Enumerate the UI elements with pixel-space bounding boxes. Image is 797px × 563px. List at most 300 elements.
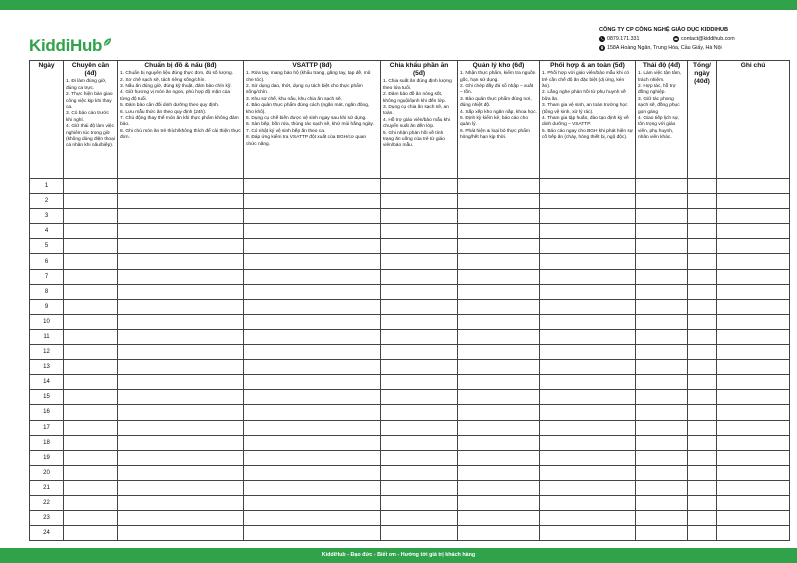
score-cell[interactable] <box>118 299 244 314</box>
day-number: 17 <box>30 420 64 435</box>
score-cell[interactable] <box>636 495 688 510</box>
day-number: 5 <box>30 239 64 254</box>
table-row <box>30 254 790 269</box>
score-cell[interactable] <box>688 209 717 224</box>
score-cell[interactable] <box>636 314 688 329</box>
score-cell[interactable] <box>64 224 118 239</box>
score-cell[interactable] <box>244 299 381 314</box>
score-cell[interactable] <box>688 390 717 405</box>
column-header <box>688 61 717 179</box>
score-cell[interactable] <box>458 314 540 329</box>
score-cell[interactable] <box>636 526 688 541</box>
score-cell[interactable] <box>64 194 118 209</box>
score-cell[interactable] <box>717 511 790 526</box>
score-cell[interactable] <box>540 390 636 405</box>
score-cell[interactable] <box>688 420 717 435</box>
score-cell[interactable] <box>244 194 381 209</box>
score-cell[interactable] <box>717 314 790 329</box>
score-cell[interactable] <box>244 420 381 435</box>
score-cell[interactable] <box>717 526 790 541</box>
score-cell[interactable] <box>458 329 540 344</box>
score-cell[interactable] <box>64 511 118 526</box>
score-cell[interactable] <box>64 405 118 420</box>
criteria-item: 1. Làm việc tận tâm, trách nhiệm. <box>638 71 682 83</box>
score-cell[interactable] <box>688 435 717 450</box>
table-row <box>30 420 790 435</box>
score-cell[interactable] <box>118 390 244 405</box>
criteria-item: 5. Dụng cụ chế biến được vệ sinh ngay sau khi sử dụng. <box>246 116 367 122</box>
score-cell[interactable] <box>540 314 636 329</box>
score-cell[interactable] <box>381 360 458 375</box>
criteria-item: 4. Sắp xếp kho ngăn nắp, khoa học. <box>460 109 537 115</box>
score-cell[interactable] <box>244 269 381 284</box>
address-row <box>599 44 784 53</box>
score-cell[interactable] <box>636 299 688 314</box>
kiddihub-logo <box>29 36 112 58</box>
column-header <box>244 61 381 179</box>
criteria-list <box>120 71 241 141</box>
score-cell[interactable] <box>688 375 717 390</box>
score-cell[interactable] <box>636 360 688 375</box>
criteria-item: 4. Giữ hương vị món ăn ngon, phù hợp độ mặn của từng độ tuổi. <box>120 90 231 102</box>
score-cell[interactable] <box>64 299 118 314</box>
leaf-icon <box>103 37 112 47</box>
score-cell[interactable] <box>540 224 636 239</box>
score-cell[interactable] <box>381 239 458 254</box>
column-title: Thái độ (4đ) <box>642 62 681 69</box>
day-number: 1 <box>30 179 64 194</box>
criteria-item: 1. Rửa tay, mang bảo hộ (khẩu trang, găng tay, tạp dề, mũ che tóc). <box>246 71 371 83</box>
score-cell[interactable] <box>118 435 244 450</box>
score-cell[interactable] <box>118 329 244 344</box>
score-cell[interactable] <box>118 511 244 526</box>
criteria-list <box>383 79 455 149</box>
score-cell[interactable] <box>381 495 458 510</box>
score-cell[interactable] <box>244 239 381 254</box>
score-cell[interactable] <box>636 239 688 254</box>
company-info <box>599 26 784 52</box>
table-row <box>30 209 790 224</box>
score-cell[interactable] <box>688 299 717 314</box>
score-cell[interactable] <box>244 329 381 344</box>
score-cell[interactable] <box>381 480 458 495</box>
score-cell[interactable] <box>244 179 381 194</box>
day-number: 15 <box>30 390 64 405</box>
day-number: 13 <box>30 360 64 375</box>
score-cell[interactable] <box>118 194 244 209</box>
criteria-item: 1. Nhận thực phẩm, kiểm tra nguồn gốc, hạn sử dụng. <box>460 71 536 83</box>
company-name: CÔNG TY CP CÔNG NGHỆ GIÁO DỤC KIDDIHUB <box>599 27 729 33</box>
score-cell[interactable] <box>381 465 458 480</box>
company-address: 158A Hoàng Ngân, Trung Hòa, Cầu Giấy, Hà Nội <box>607 44 722 51</box>
score-cell[interactable] <box>118 179 244 194</box>
criteria-item: 1. Chuẩn bị nguyên liệu đúng thực đơn, đủ số lượng. <box>120 71 233 77</box>
score-cell[interactable] <box>540 495 636 510</box>
score-cell[interactable] <box>381 299 458 314</box>
score-cell[interactable] <box>636 480 688 495</box>
logo-text: KiddiHub <box>29 36 103 55</box>
score-cell[interactable] <box>458 360 540 375</box>
score-cell[interactable] <box>717 435 790 450</box>
score-cell[interactable] <box>688 405 717 420</box>
day-number: 23 <box>30 511 64 526</box>
score-cell[interactable] <box>688 511 717 526</box>
score-cell[interactable] <box>540 269 636 284</box>
score-cell[interactable] <box>717 465 790 480</box>
score-cell[interactable] <box>458 420 540 435</box>
score-cell[interactable] <box>636 209 688 224</box>
score-cell[interactable] <box>540 360 636 375</box>
footer-slogan: KiddiHub - Đạo đức - Biết ơn - Hướng tới giá trị khách hàng <box>321 552 476 558</box>
score-cell[interactable] <box>636 511 688 526</box>
column-title: VSATTP (8đ) <box>292 62 332 69</box>
score-cell[interactable] <box>381 284 458 299</box>
score-cell[interactable] <box>381 209 458 224</box>
score-cell[interactable] <box>688 254 717 269</box>
score-cell[interactable] <box>717 450 790 465</box>
score-cell[interactable] <box>636 284 688 299</box>
score-cell[interactable] <box>118 420 244 435</box>
score-cell[interactable] <box>717 360 790 375</box>
score-cell[interactable] <box>64 526 118 541</box>
score-cell[interactable] <box>717 329 790 344</box>
column-header <box>64 61 118 179</box>
criteria-list <box>638 71 685 141</box>
table-row <box>30 480 790 495</box>
score-cell[interactable] <box>636 375 688 390</box>
criteria-item: 4. Bảo quản thực phẩm đúng cách (ngăn mát, ngăn đông, kho khô). <box>246 103 370 115</box>
criteria-item: 2. Lắng nghe phản hồi từ phụ huynh về bữa ăn. <box>542 90 626 102</box>
score-cell[interactable] <box>458 435 540 450</box>
score-cell[interactable] <box>381 329 458 344</box>
score-cell[interactable] <box>381 435 458 450</box>
score-cell[interactable] <box>118 209 244 224</box>
criteria-list <box>460 71 537 141</box>
score-cell[interactable] <box>540 194 636 209</box>
day-number: 8 <box>30 284 64 299</box>
column-header <box>636 61 688 179</box>
score-cell[interactable] <box>717 495 790 510</box>
score-cell[interactable] <box>717 194 790 209</box>
score-cell[interactable] <box>540 239 636 254</box>
score-cell[interactable] <box>636 254 688 269</box>
score-cell[interactable] <box>717 269 790 284</box>
criteria-list <box>66 79 115 149</box>
score-cell[interactable] <box>688 224 717 239</box>
criteria-item: 6. Sàn bếp, bồn rửa, thùng rác sạch sẽ, khử mùi hằng ngày. <box>246 122 374 128</box>
day-number: 21 <box>30 480 64 495</box>
score-cell[interactable] <box>458 465 540 480</box>
score-cell[interactable] <box>636 450 688 465</box>
criteria-item: 3. Bảo quản thực phẩm đúng nơi, đúng nhiệt độ. <box>460 96 532 109</box>
score-cell[interactable] <box>717 375 790 390</box>
criteria-item: 2. Thực hiện bàn giao công việc kịp khi thay ca. <box>66 92 113 111</box>
score-cell[interactable] <box>244 435 381 450</box>
location-icon <box>599 45 605 51</box>
score-cell[interactable] <box>458 450 540 465</box>
score-cell[interactable] <box>540 345 636 360</box>
column-title: Ghi chú <box>740 62 766 69</box>
score-cell[interactable] <box>64 269 118 284</box>
score-cell[interactable] <box>458 239 540 254</box>
column-header <box>540 61 636 179</box>
score-cell[interactable] <box>688 314 717 329</box>
score-cell[interactable] <box>458 209 540 224</box>
score-cell[interactable] <box>244 390 381 405</box>
score-cell[interactable] <box>64 209 118 224</box>
table-row <box>30 465 790 480</box>
score-cell[interactable] <box>688 360 717 375</box>
score-cell[interactable] <box>381 314 458 329</box>
score-cell[interactable] <box>458 390 540 405</box>
column-header <box>118 61 244 179</box>
table-row <box>30 511 790 526</box>
criteria-item: 5. Đảm bảo cân đối dinh dưỡng theo quy định. <box>120 103 220 109</box>
score-cell[interactable] <box>381 179 458 194</box>
column-title: Chia khẩu phần ăn (5đ) <box>389 62 449 78</box>
criteria-item: 4. Giao tiếp lịch sự, tôn trọng với giáo viên, phụ huynh, nhân viên khác. <box>638 116 680 141</box>
score-cell[interactable] <box>688 284 717 299</box>
table-body <box>30 179 790 541</box>
score-cell[interactable] <box>688 239 717 254</box>
table-row <box>30 390 790 405</box>
email-address: contact@kiddihub.com <box>681 35 735 42</box>
score-cell[interactable] <box>688 526 717 541</box>
score-cell[interactable] <box>458 224 540 239</box>
day-number: 6 <box>30 254 64 269</box>
score-cell[interactable] <box>636 224 688 239</box>
score-cell[interactable] <box>118 465 244 480</box>
column-header <box>458 61 540 179</box>
score-cell[interactable] <box>458 345 540 360</box>
score-cell[interactable] <box>458 495 540 510</box>
phone-icon <box>599 36 605 42</box>
score-cell[interactable] <box>244 511 381 526</box>
score-cell[interactable] <box>64 465 118 480</box>
score-cell[interactable] <box>381 405 458 420</box>
phone-number: 0879.171.331 <box>607 35 640 42</box>
score-cell[interactable] <box>636 435 688 450</box>
score-cell[interactable] <box>540 299 636 314</box>
score-cell[interactable] <box>118 360 244 375</box>
criteria-item: 1. Đi làm đúng giờ, đúng ca trực. <box>66 79 107 91</box>
score-cell[interactable] <box>118 405 244 420</box>
score-cell[interactable] <box>688 450 717 465</box>
day-number: 4 <box>30 224 64 239</box>
criteria-item: 5. Định kỳ kiểm kê, báo cáo cho quản lý. <box>460 116 528 128</box>
day-number: 22 <box>30 495 64 510</box>
score-cell[interactable] <box>64 239 118 254</box>
score-cell[interactable] <box>636 405 688 420</box>
score-cell[interactable] <box>64 254 118 269</box>
score-cell[interactable] <box>458 254 540 269</box>
day-number: 14 <box>30 375 64 390</box>
score-cell[interactable] <box>381 375 458 390</box>
score-cell[interactable] <box>64 435 118 450</box>
score-cell[interactable] <box>717 390 790 405</box>
score-cell[interactable] <box>458 284 540 299</box>
score-cell[interactable] <box>244 450 381 465</box>
score-cell[interactable] <box>64 450 118 465</box>
score-cell[interactable] <box>244 465 381 480</box>
score-cell[interactable] <box>688 480 717 495</box>
score-cell[interactable] <box>688 269 717 284</box>
score-cell[interactable] <box>540 329 636 344</box>
score-cell[interactable] <box>64 314 118 329</box>
criteria-item: 4. Tham gia tập huấn, đào tạo định kỳ về dinh dưỡng – VSATTP. <box>542 116 629 128</box>
score-cell[interactable] <box>688 179 717 194</box>
score-cell[interactable] <box>118 284 244 299</box>
score-cell[interactable] <box>540 480 636 495</box>
score-cell[interactable] <box>244 495 381 510</box>
score-cell[interactable] <box>244 314 381 329</box>
score-cell[interactable] <box>118 314 244 329</box>
score-cell[interactable] <box>118 345 244 360</box>
score-cell[interactable] <box>688 465 717 480</box>
score-cell[interactable] <box>636 390 688 405</box>
score-cell[interactable] <box>717 254 790 269</box>
table-row <box>30 375 790 390</box>
score-cell[interactable] <box>688 329 717 344</box>
score-cell[interactable] <box>64 480 118 495</box>
score-cell[interactable] <box>244 345 381 360</box>
score-cell[interactable] <box>540 179 636 194</box>
score-cell[interactable] <box>636 329 688 344</box>
score-cell[interactable] <box>717 224 790 239</box>
score-cell[interactable] <box>381 254 458 269</box>
score-cell[interactable] <box>64 284 118 299</box>
day-number: 16 <box>30 405 64 420</box>
score-cell[interactable] <box>458 194 540 209</box>
score-cell[interactable] <box>458 375 540 390</box>
score-cell[interactable] <box>64 179 118 194</box>
score-cell[interactable] <box>717 420 790 435</box>
score-cell[interactable] <box>458 299 540 314</box>
score-cell[interactable] <box>540 450 636 465</box>
score-cell[interactable] <box>118 224 244 239</box>
score-cell[interactable] <box>244 254 381 269</box>
score-cell[interactable] <box>381 450 458 465</box>
score-cell[interactable] <box>540 526 636 541</box>
score-cell[interactable] <box>717 345 790 360</box>
score-cell[interactable] <box>636 194 688 209</box>
score-cell[interactable] <box>540 375 636 390</box>
score-cell[interactable] <box>244 526 381 541</box>
score-cell[interactable] <box>244 405 381 420</box>
score-cell[interactable] <box>540 420 636 435</box>
column-title: Tổng/ ngày (40đ) <box>693 62 711 86</box>
score-cell[interactable] <box>118 526 244 541</box>
score-cell[interactable] <box>244 284 381 299</box>
score-cell[interactable] <box>118 480 244 495</box>
score-cell[interactable] <box>118 375 244 390</box>
score-cell[interactable] <box>717 284 790 299</box>
column-title: Chuyên cần (4đ) <box>71 62 110 78</box>
score-cell[interactable] <box>64 375 118 390</box>
score-cell[interactable] <box>717 179 790 194</box>
score-cell[interactable] <box>717 299 790 314</box>
score-cell[interactable] <box>540 465 636 480</box>
score-cell[interactable] <box>636 465 688 480</box>
score-cell[interactable] <box>244 480 381 495</box>
score-cell[interactable] <box>64 360 118 375</box>
score-cell[interactable] <box>540 511 636 526</box>
table-row <box>30 526 790 541</box>
score-cell[interactable] <box>381 194 458 209</box>
score-cell[interactable] <box>381 345 458 360</box>
criteria-list <box>246 71 378 148</box>
score-cell[interactable] <box>540 284 636 299</box>
score-cell[interactable] <box>118 239 244 254</box>
criteria-item: 1. Phối hợp với giáo viên/bảo mẫu khi có trẻ cần chế độ ăn đặc biệt (dị ứng, kén ăn). <box>542 71 630 90</box>
criteria-item: 3. Nấu ăn đúng giờ, đúng kỹ thuật, đảm bảo chín kỹ. <box>120 84 232 90</box>
score-cell[interactable] <box>244 360 381 375</box>
score-cell[interactable] <box>381 269 458 284</box>
score-cell[interactable] <box>381 224 458 239</box>
score-cell[interactable] <box>688 495 717 510</box>
table-row <box>30 224 790 239</box>
score-cell[interactable] <box>636 345 688 360</box>
score-cell[interactable] <box>458 526 540 541</box>
score-cell[interactable] <box>636 179 688 194</box>
score-cell[interactable] <box>717 209 790 224</box>
table-row <box>30 194 790 209</box>
score-cell[interactable] <box>64 345 118 360</box>
email-icon <box>673 36 679 42</box>
score-cell[interactable] <box>540 209 636 224</box>
score-cell[interactable] <box>458 179 540 194</box>
score-cell[interactable] <box>458 480 540 495</box>
score-cell[interactable] <box>244 209 381 224</box>
score-cell[interactable] <box>540 254 636 269</box>
score-cell[interactable] <box>244 224 381 239</box>
score-cell[interactable] <box>118 269 244 284</box>
score-cell[interactable] <box>540 435 636 450</box>
day-number: 19 <box>30 450 64 465</box>
score-cell[interactable] <box>118 450 244 465</box>
score-cell[interactable] <box>381 390 458 405</box>
score-cell[interactable] <box>381 526 458 541</box>
score-cell[interactable] <box>64 329 118 344</box>
score-cell[interactable] <box>64 390 118 405</box>
score-cell[interactable] <box>540 405 636 420</box>
table-row <box>30 239 790 254</box>
score-cell[interactable] <box>118 254 244 269</box>
score-cell[interactable] <box>717 405 790 420</box>
criteria-item: 6. Phát hiện & loại bỏ thực phẩm hỏng/hết hạn kịp thời. <box>460 128 530 141</box>
score-cell[interactable] <box>636 269 688 284</box>
criteria-item: 2. Hợp tác, hỗ trợ đồng nghiệp. <box>638 84 676 96</box>
score-cell[interactable] <box>688 345 717 360</box>
score-cell[interactable] <box>64 495 118 510</box>
table-row <box>30 495 790 510</box>
score-cell[interactable] <box>717 239 790 254</box>
score-cell[interactable] <box>118 495 244 510</box>
score-cell[interactable] <box>717 480 790 495</box>
day-number: 12 <box>30 345 64 360</box>
table-row <box>30 405 790 420</box>
score-cell[interactable] <box>381 511 458 526</box>
score-cell[interactable] <box>688 194 717 209</box>
score-cell[interactable] <box>458 511 540 526</box>
score-cell[interactable] <box>381 420 458 435</box>
score-cell[interactable] <box>244 375 381 390</box>
score-cell[interactable] <box>458 269 540 284</box>
day-number: 18 <box>30 435 64 450</box>
score-cell[interactable] <box>636 420 688 435</box>
score-cell[interactable] <box>64 420 118 435</box>
score-cell[interactable] <box>458 405 540 420</box>
